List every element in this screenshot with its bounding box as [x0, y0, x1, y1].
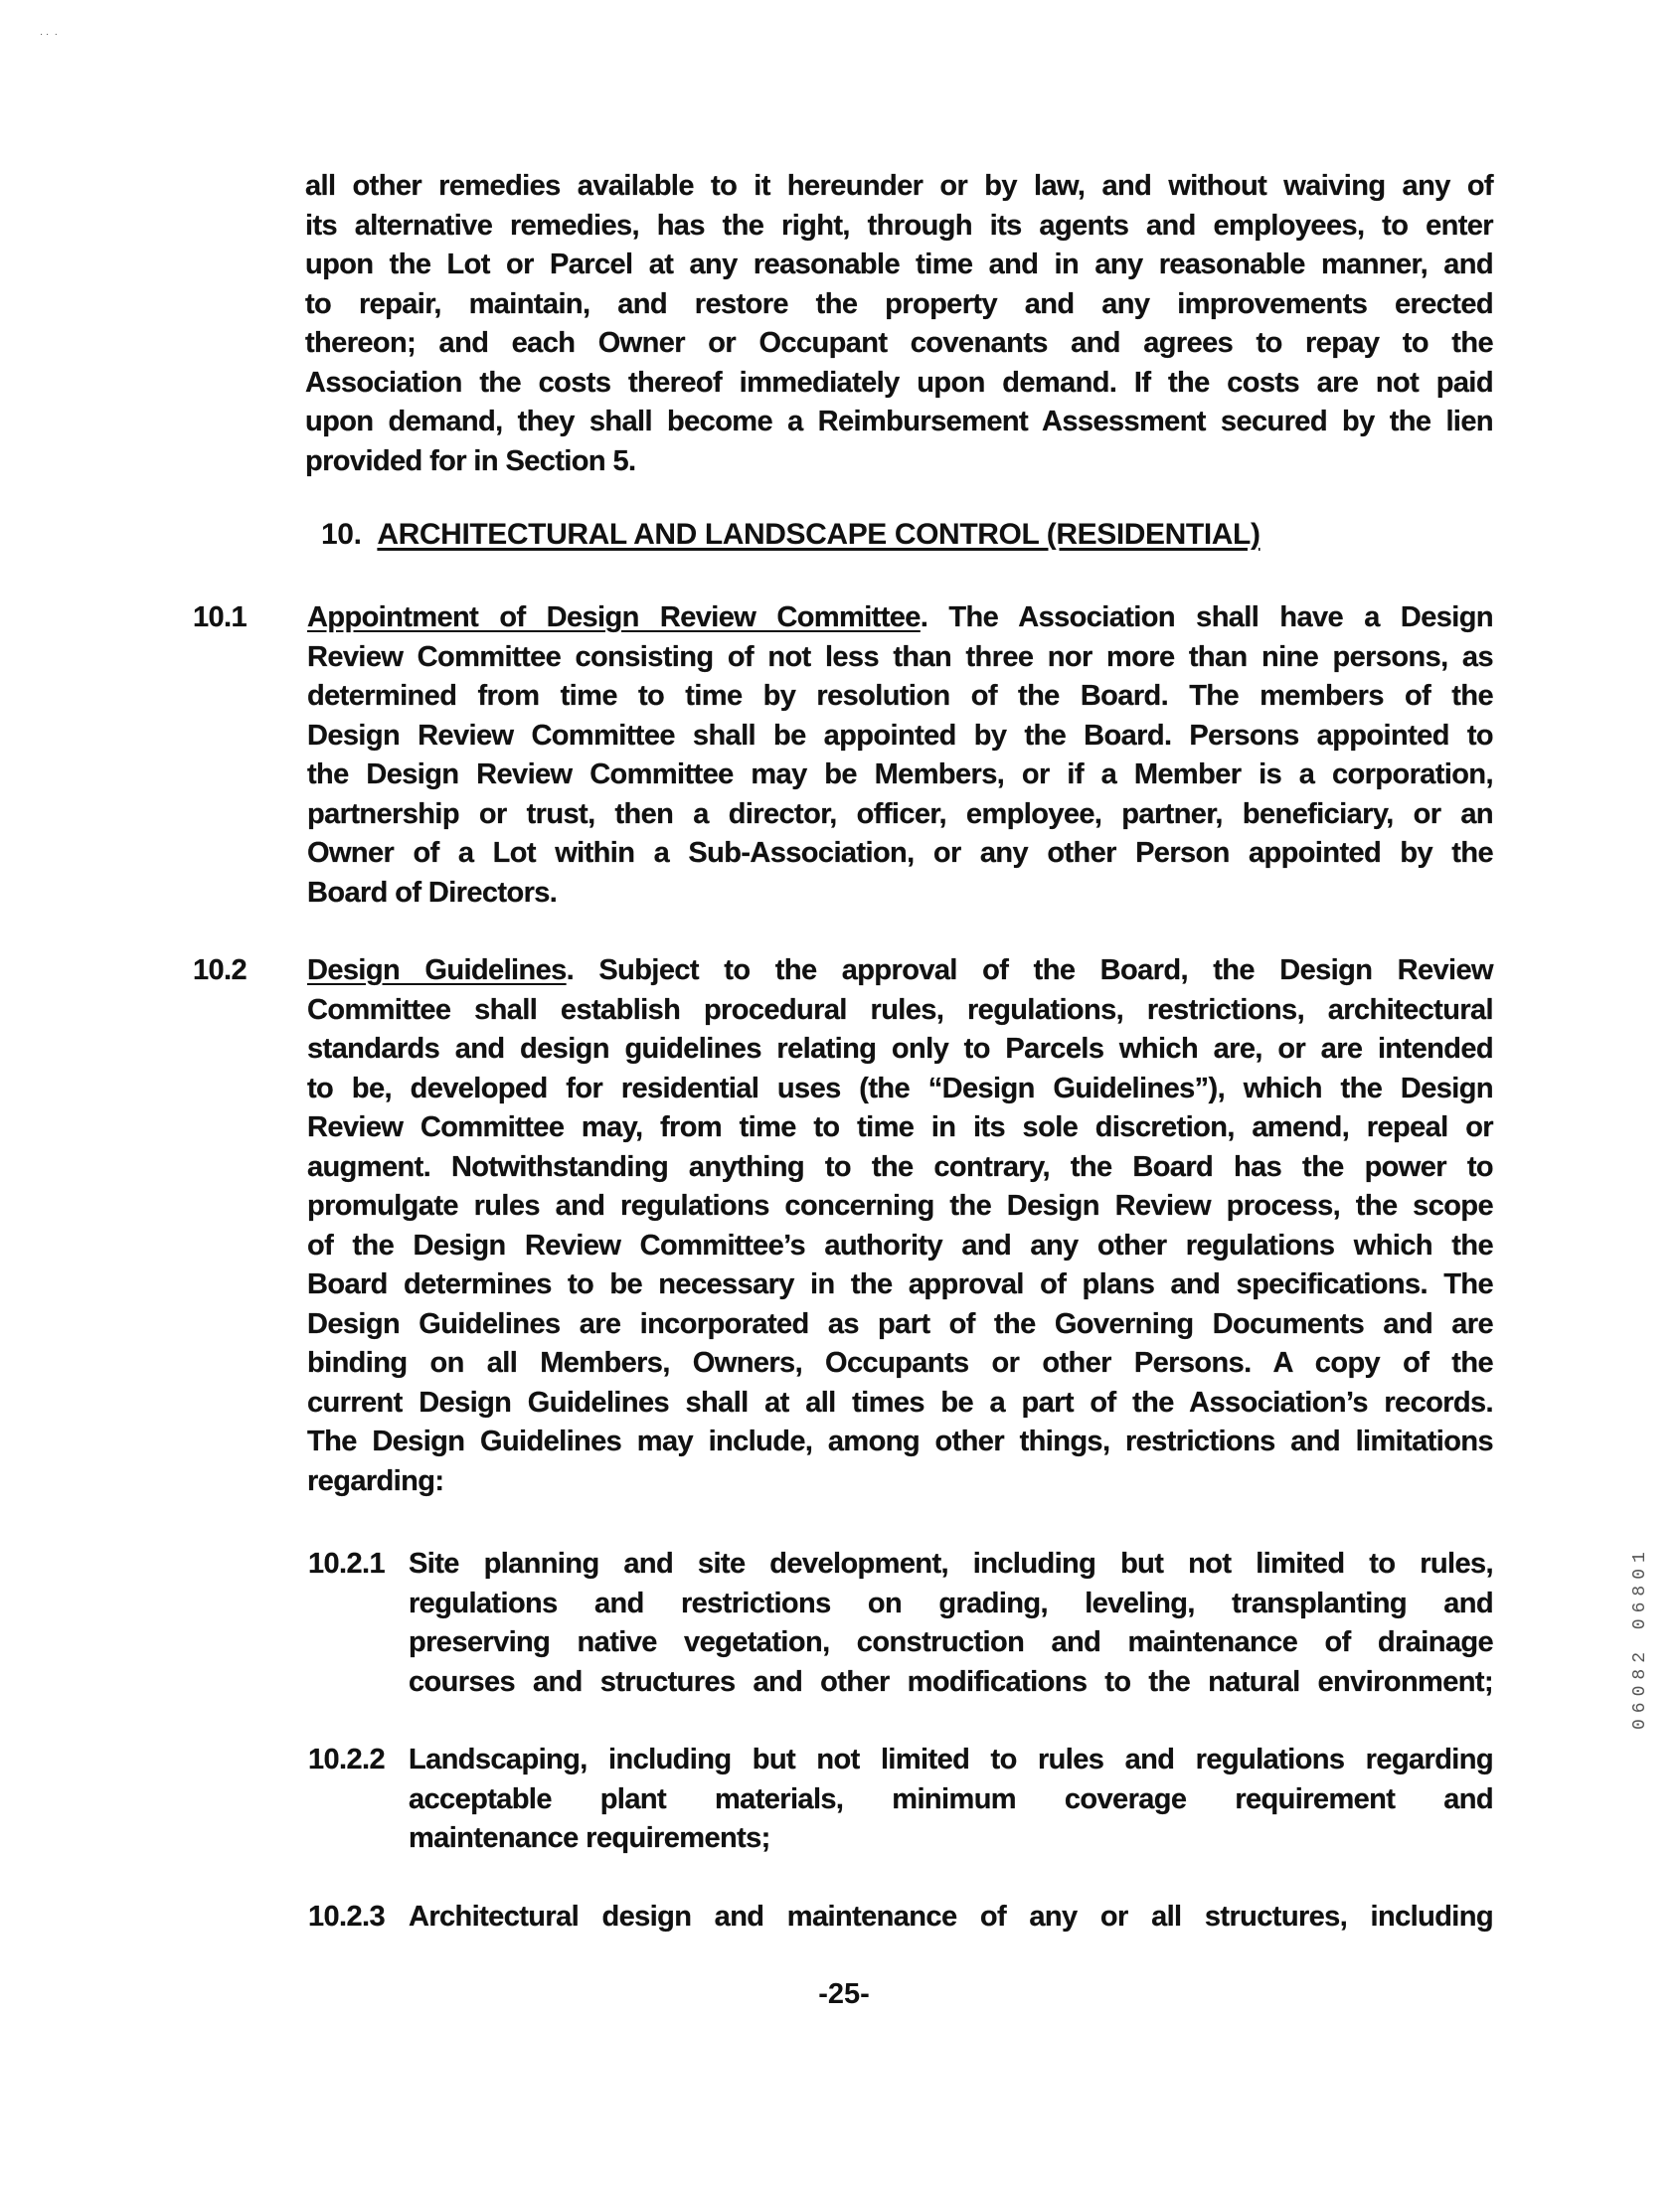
intro-paragraph: [305, 167, 1493, 481]
text-line: Committee shall establish procedural rules, regulations, restrictions, architectural: [307, 993, 1493, 1026]
subsection-number: 10.2.3: [308, 1901, 386, 1933]
section-title: Appointment of Design Review Committee: [307, 601, 921, 633]
text-line: courses and structures and other modifications to the natural environment;: [409, 1665, 1493, 1698]
section-title: Design Guidelines: [307, 954, 567, 986]
text-line: preserving native vegetation, construction and maintenance of drainage: [409, 1626, 1493, 1658]
text-line: upon the Lot or Parcel at any reasonable time and in any reasonable manner, and: [305, 249, 1493, 280]
text-line: . Subject to the approval of the Board, the Design Review: [566, 954, 1493, 986]
text-line: the Design Review Committee may be Members, or if a Member is a corporation,: [307, 758, 1493, 790]
heading-title: ARCHITECTURAL AND LANDSCAPE CONTROL (RESIDENTIAL): [377, 518, 1260, 551]
text-line: Design Review Committee shall be appointed by the Board. Persons appointed to: [307, 719, 1493, 752]
subsection-10-2-2: [409, 1741, 1493, 1859]
text-line: Design Guidelines are incorporated as part of the Governing Documents and are: [307, 1307, 1493, 1340]
text-line: . The Association shall have a Design: [920, 601, 1493, 633]
text-line: its alternative remedies, has the right, through its agents and employees, to enter: [305, 209, 1493, 242]
text-line: promulgate rules and regulations concerning the Design Review process, the scope: [307, 1190, 1493, 1222]
subsection-10-2-3: [409, 1898, 1493, 1938]
text-line: acceptable plant materials, minimum coverage requirement and: [409, 1782, 1493, 1815]
text-line: maintenance requirements;: [409, 1822, 770, 1854]
text-line: Board of Directors.: [307, 876, 558, 909]
text-line: regulations and restrictions on grading, leveling, transplanting and: [409, 1587, 1493, 1619]
text-line: Site planning and site development, including but not limited to rules,: [409, 1548, 1493, 1580]
text-line: all other remedies available to it hereunder or by law, and without waiving any of: [305, 170, 1493, 202]
text-line: to repair, maintain, and restore the property and any improvements erected: [305, 287, 1493, 320]
text-line: current Design Guidelines shall at all times be a part of the Association’s records.: [307, 1386, 1493, 1419]
text-line: Landscaping, including but not limited to rules and regulations regarding: [409, 1744, 1493, 1775]
text-line: Association the costs thereof immediately upon demand. If the costs are not paid: [305, 366, 1493, 399]
text-line: thereon; and each Owner or Occupant covenants and agrees to repay to the: [305, 327, 1493, 359]
text-line: standards and design guidelines relating only to Parcels which are, or are intended: [307, 1033, 1493, 1065]
scan-specks: ⋅ ⋅ ⋅: [40, 30, 58, 41]
text-line: upon demand, they shall become a Reimbursement Assessment secured by the lien: [305, 406, 1493, 437]
text-line: The Design Guidelines may include, among other things, restrictions and limitations: [307, 1426, 1493, 1457]
heading-number: 10.: [321, 518, 362, 551]
text-line: Owner of a Lot within a Sub-Association, or any other Person appointed by the: [307, 837, 1493, 869]
text-line: determined from time to time by resolution of the Board. The members of the: [307, 680, 1493, 712]
text-line: augment. Notwithstanding anything to the contrary, the Board has the power to: [307, 1150, 1493, 1183]
section-10-2: [307, 951, 1493, 1501]
section-heading: [321, 518, 1260, 552]
text-line: provided for in Section 5.: [305, 444, 636, 477]
page-number: -25-: [818, 1978, 870, 2010]
text-line: Review Committee may, from time to time in its sole discretion, amend, repeal or: [307, 1111, 1493, 1143]
subsection-10-2-1: [409, 1545, 1493, 1702]
section-number: 10.2: [193, 954, 248, 986]
text-line: Architectural design and maintenance of any or all structures, including: [409, 1901, 1493, 1933]
subsection-number: 10.2.1: [308, 1548, 386, 1580]
text-line: to be, developed for residential uses (the “Design Guidelines”), which the Design: [307, 1072, 1493, 1104]
text-line: Board determines to be necessary in the approval of plans and specifications. The: [307, 1268, 1493, 1300]
bates-stamp: 06082 06801: [1630, 1546, 1650, 1730]
subsection-number: 10.2.2: [308, 1744, 386, 1775]
text-line: binding on all Members, Owners, Occupants or other Persons. A copy of the: [307, 1347, 1493, 1379]
text-line: partnership or trust, then a director, officer, employee, partner, beneficiary, or an: [307, 797, 1493, 830]
text-line: Review Committee consisting of not less than three nor more than nine persons, as: [307, 640, 1493, 673]
section-number: 10.1: [193, 601, 248, 633]
section-10-1: [307, 598, 1493, 913]
text-line: regarding:: [307, 1464, 444, 1497]
text-line: of the Design Review Committee’s authority and any other regulations which the: [307, 1229, 1493, 1262]
